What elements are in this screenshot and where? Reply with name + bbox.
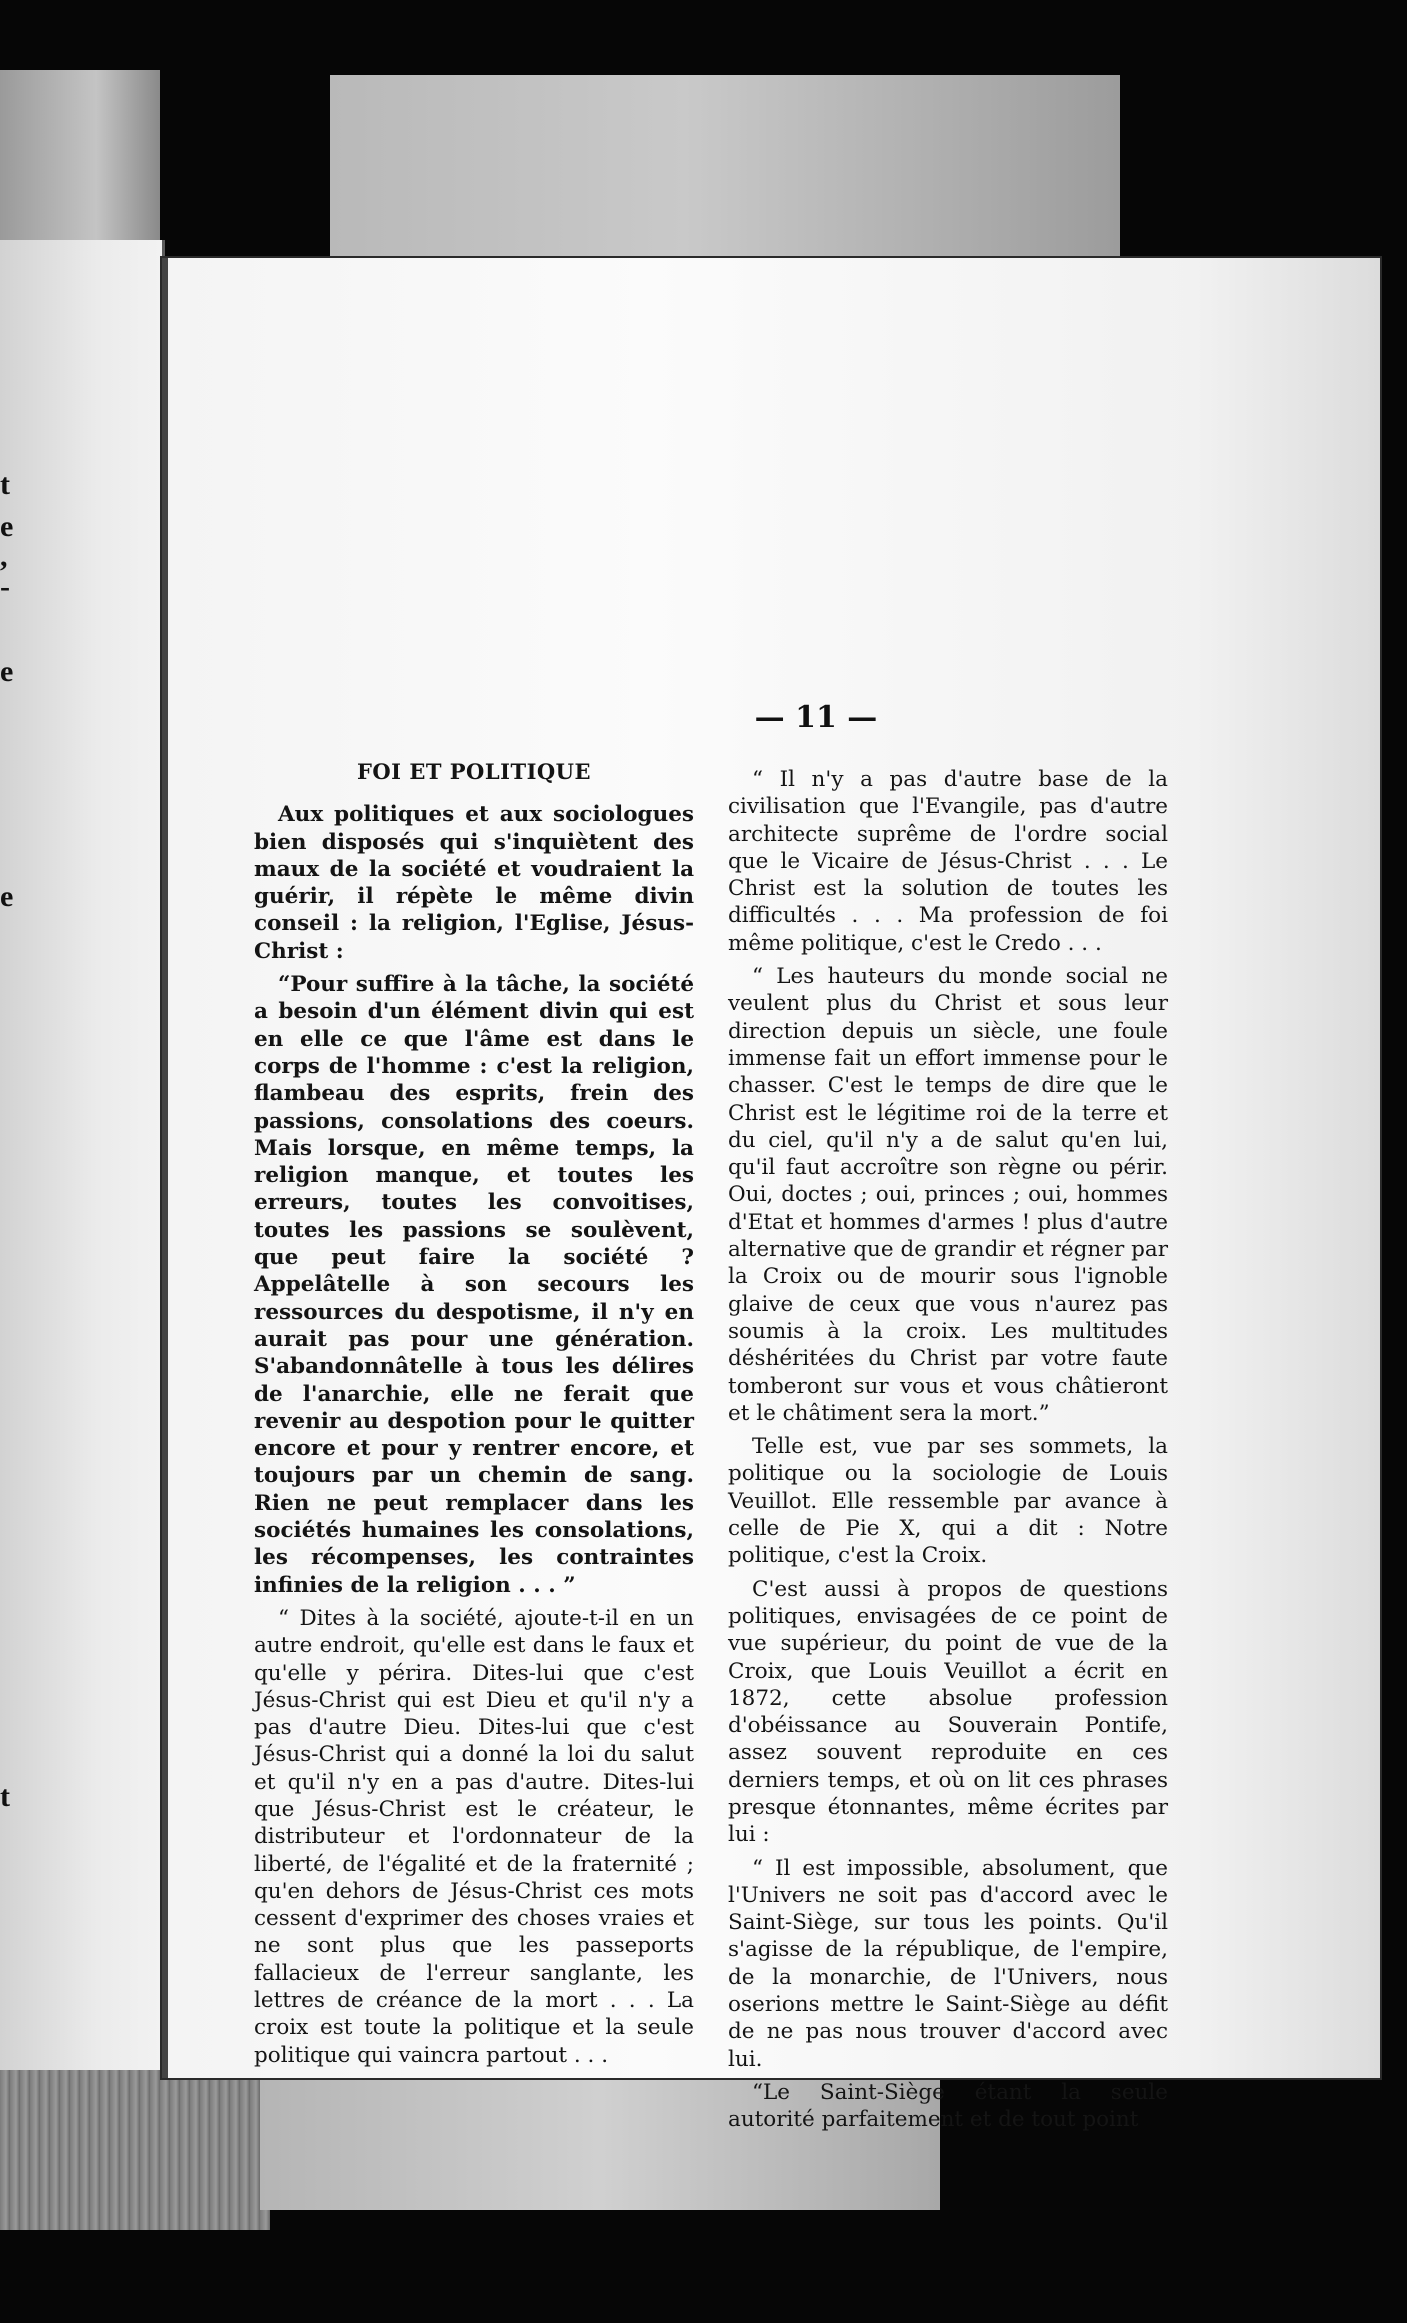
binding-strip-top <box>0 70 160 240</box>
left-page-edge-glyph: e <box>0 880 14 913</box>
left-page-edge-glyph: t <box>0 1780 10 1813</box>
page-number: — 11 — <box>754 700 878 735</box>
paragraph-univers: “ Il est impossible, absolument, que l'Univers ne soit pas d'accord avec le Saint-Siège, sur tous les points. Qu'il s'agisse de la république, de l'empire, de la monarchie, de l'Univers, nous oserions mettre le Saint-Siège au défit de ne pas nous trouver d'accord avec lui. <box>728 1855 1168 2072</box>
left-page-edge-glyph: e <box>0 655 14 688</box>
left-column <box>254 758 694 2069</box>
main-page <box>162 258 1380 2133</box>
left-page-edge-glyph: e <box>0 510 14 543</box>
section-heading: FOI ET POLITIQUE <box>356 759 592 784</box>
left-page-edge-glyph: t <box>0 468 10 501</box>
paragraph-saint-siege: “Le Saint-Siège étant la seule autorité parfaitement et de tout point <box>728 2079 1168 2133</box>
left-page <box>0 240 165 2075</box>
left-page-edge-glyph: , <box>0 540 8 573</box>
right-column <box>728 766 1168 2134</box>
paragraph-quote-dites: “ Dites à la société, ajoute-t-il en un autre endroit, qu'elle est dans le faux et qu'elle y périra. Dites-lui que c'est Jésus-Christ qui est Dieu et qu'il n'y a pas d'autre Dieu. Dites-lui que c'est Jésus-Christ qui a donné la loi du salut et qu'il n'y en a pas d'autre. Dites-lui que Jésus-Christ est le créateur, le distributeur et l'ordonnateur de la liberté, de l'égalité et de la fraternité ; qu'en dehors de Jésus-Christ ces mots cessent d'exprimer des choses vraies et ne sont plus que les passeports fallacieux de l'erreur sanglante, les lettres de créance de la mort . . . La croix est toute la politique et la seule politique qui vaincra partout . . . <box>254 1605 694 2068</box>
paragraph-propos: C'est aussi à propos de questions politiques, envisagées de ce point de vue supérieur, du point de vue de la Croix, que Louis Veuillot a écrit en 1872, cette absolue profession d'obéissance au Souverain Pontife, assez souvent reproduite en ces derniers temps, et où on lit ces phrases presque étonnantes, même écrites par lui : <box>728 1576 1168 1848</box>
paragraph-telle-est: Telle est, vue par ses sommets, la politique ou la sociologie de Louis Veuillot. Elle ressemble par avance à celle de Pie X, qui a dit : Notre politique, c'est la Croix. <box>728 1434 1168 1569</box>
paragraph-quote-society: “Pour suffire à la tâche, la société a besoin d'un élément divin qui est en elle ce que l'âme est dans le corps de l'homme : c'est la religion, flambeau des esprits, frein des passions, consolations des coeurs. Mais lorsque, en même temps, la religion manque, et toutes les erreurs, toutes les convoitises, toutes les passions se soulèvent, que peut faire la société ? Appelâtelle à son secours les ressources du despotisme, il n'y en aurait pas pour une génération. S'abandonnâtelle à tous les délires de l'anarchie, elle ne ferait que revenir au despotion pour le quitter encore et pour y rentrer encore, et toujours par un chemin de sang. Rien ne peut remplacer dans les sociétés humaines les consolations, les récompenses, les contraintes infinies de la religion . . . ” <box>254 972 694 1598</box>
page-edge <box>162 258 168 2078</box>
paragraph-intro: Aux politiques et aux sociologues bien disposés qui s'inquiètent des maux de la société et voudraient la guérir, il répète le même divin conseil : la religion, l'Eglise, Jésus-Christ : <box>254 802 694 964</box>
left-page-edge-glyph: - <box>0 570 10 603</box>
paragraph-evangile: “ Il n'y a pas d'autre base de la civilisation que l'Evangile, pas d'autre architecte suprême de l'ordre social que le Vicaire de Jésus-Christ . . . Le Christ est la solution de toutes les difficultés . . . Ma profession de foi même politique, c'est le Credo . . . <box>728 767 1168 956</box>
backdrop-sheet-top <box>330 75 1120 270</box>
binding-strip-bottom <box>0 2070 270 2230</box>
paragraph-hauteurs: “ Les hauteurs du monde social ne veulent plus du Christ et sous leur direction depuis un siècle, une foule immense fait un effort immense pour le chasser. C'est le temps de dire que le Christ est le légitime roi de la terre et du ciel, qu'il n'y a de salut qu'en lui, qu'il faut accroître son règne ou périr. Oui, doctes ; oui, princes ; oui, hommes d'Etat et hommes d'armes ! plus d'autre alternative que de grandir et régner par la Croix ou de mourir sous l'ignoble glaive de ceux que vous n'aurez pas soumis à la croix. Les multitudes déshéritées du Christ par votre faute tomberont sur vous et vous châtieront et le châtiment sera la mort.” <box>728 964 1168 1426</box>
